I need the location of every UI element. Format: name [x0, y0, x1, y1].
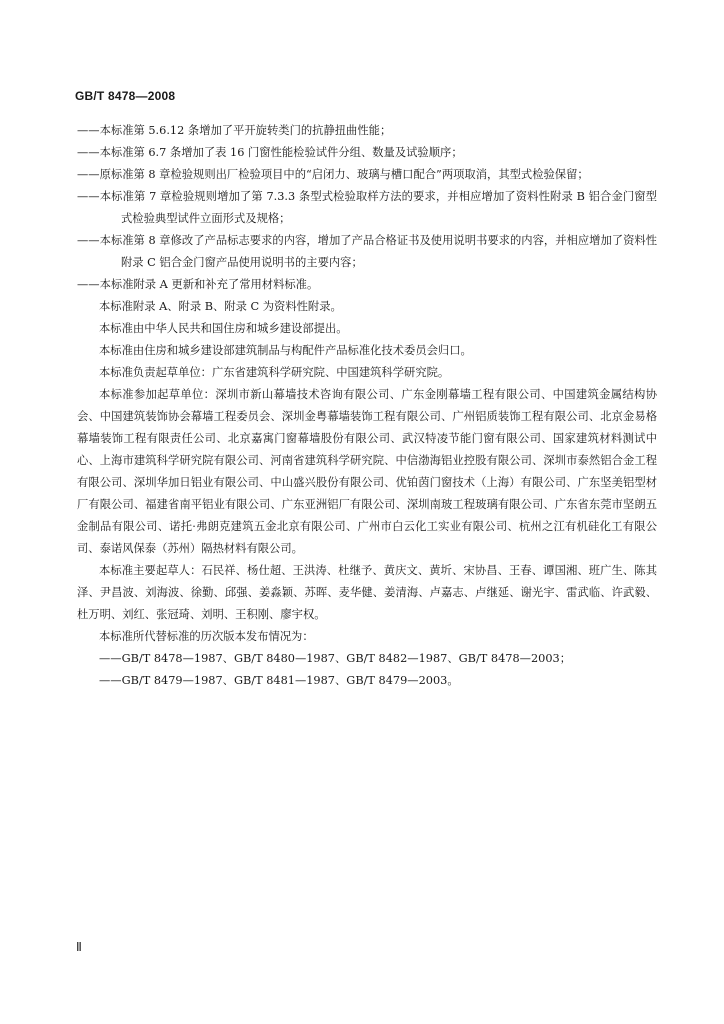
- participating-units: 本标准参加起草单位：深圳市新山幕墙技术咨询有限公司、广东金刚幕墙工程有限公司、中国建筑金属结构协会、中国建筑装饰协会幕墙工程委员会、深圳金粤幕墙装饰工程有限公司、广州铝质装饰工程有限公司、北京金易格幕墙装饰工程有限责任公司、北京嘉寓门窗幕墙股份有限公司、武汉特凌节能门窗有限公司、国家建筑材料测试中心、上海市建筑科学研究院有限公司、河南省建筑科学研究院、中信渤海铝业控股有限公司、深圳市泰然铝合金工程有限公司、深圳华加日铝业有限公司、中山盛兴股份有限公司、优铂茵门窗技术（上海）有限公司、广东坚美铝型材厂有限公司、福建省南平铝业有限公司、广东亚洲铝厂有限公司、深圳南玻工程玻璃有限公司、广东省东莞市坚朗五金制品有限公司、诺托·弗朗克建筑五金北京有限公司、广州市白云化工实业有限公司、杭州之江有机硅化工有限公司、泰诺风保泰（苏州）隔热材料有限公司。: [77, 388, 657, 555]
- change-item-3: ——原标准第 8 章检验规则出厂检验项目中的“启闭力、玻璃与槽口配合”两项取消，其型式检验保留；: [77, 168, 589, 181]
- committee-note: 本标准由住房和城乡建设部建筑制品与构配件产品标准化技术委员会归口。: [99, 344, 472, 357]
- change-item-1: ——本标准第 5.6.12 条增加了平开旋转类门的抗静扭曲性能；: [77, 124, 392, 137]
- change-item-2: ——本标准第 6.7 条增加了表 16 门窗性能检验试件分组、数量及试验顺序；: [77, 146, 463, 159]
- history-intro: 本标准所代替标准的历次版本发布情况为：: [99, 630, 314, 643]
- history-item-1: ——GB/T 8478—1987、GB/T 8480—1987、GB/T 8482—1987、GB/T 8478—2003；: [99, 652, 571, 665]
- change-item-5: ——本标准第 8 章修改了产品标志要求的内容，增加了产品合格证书及使用说明书要求的内容，并相应增加了资料性附录 C 铝合金门窗产品使用说明书的主要内容；: [77, 234, 657, 269]
- foreword-body: [77, 120, 657, 692]
- proposer-note: 本标准由中华人民共和国住房和城乡建设部提出。: [99, 322, 348, 335]
- standard-code-header: GB/T 8478—2008: [75, 89, 176, 103]
- main-drafters: 本标准主要起草人：石民祥、杨仕超、王洪涛、杜继予、黄庆文、黄圻、宋协昌、王春、谭国湘、班广生、陈其泽、尹昌波、刘海波、徐勤、邱强、姜淼颖、苏晖、麦华健、姜清海、卢嘉志、卢继延、谢光宇、雷武临、许武毅、杜万明、刘红、张冠琦、刘明、王积刚、廖宇权。: [77, 564, 657, 621]
- change-item-4: ——本标准第 7 章检验规则增加了第 7.3.3 条型式检验取样方法的要求，并相应增加了资料性附录 B 铝合金门窗型式检验典型试件立面形式及规格；: [77, 190, 657, 225]
- lead-drafters-note: 本标准负责起草单位：广东省建筑科学研究院、中国建筑科学研究院。: [99, 366, 450, 379]
- change-item-6: ——本标准附录 A 更新和补充了常用材料标准。: [77, 278, 319, 291]
- history-item-2: ——GB/T 8479—1987、GB/T 8481—1987、GB/T 8479—2003。: [99, 674, 459, 687]
- page-number: Ⅱ: [76, 940, 82, 954]
- appendix-note: 本标准附录 A、附录 B、附录 C 为资料性附录。: [99, 300, 342, 313]
